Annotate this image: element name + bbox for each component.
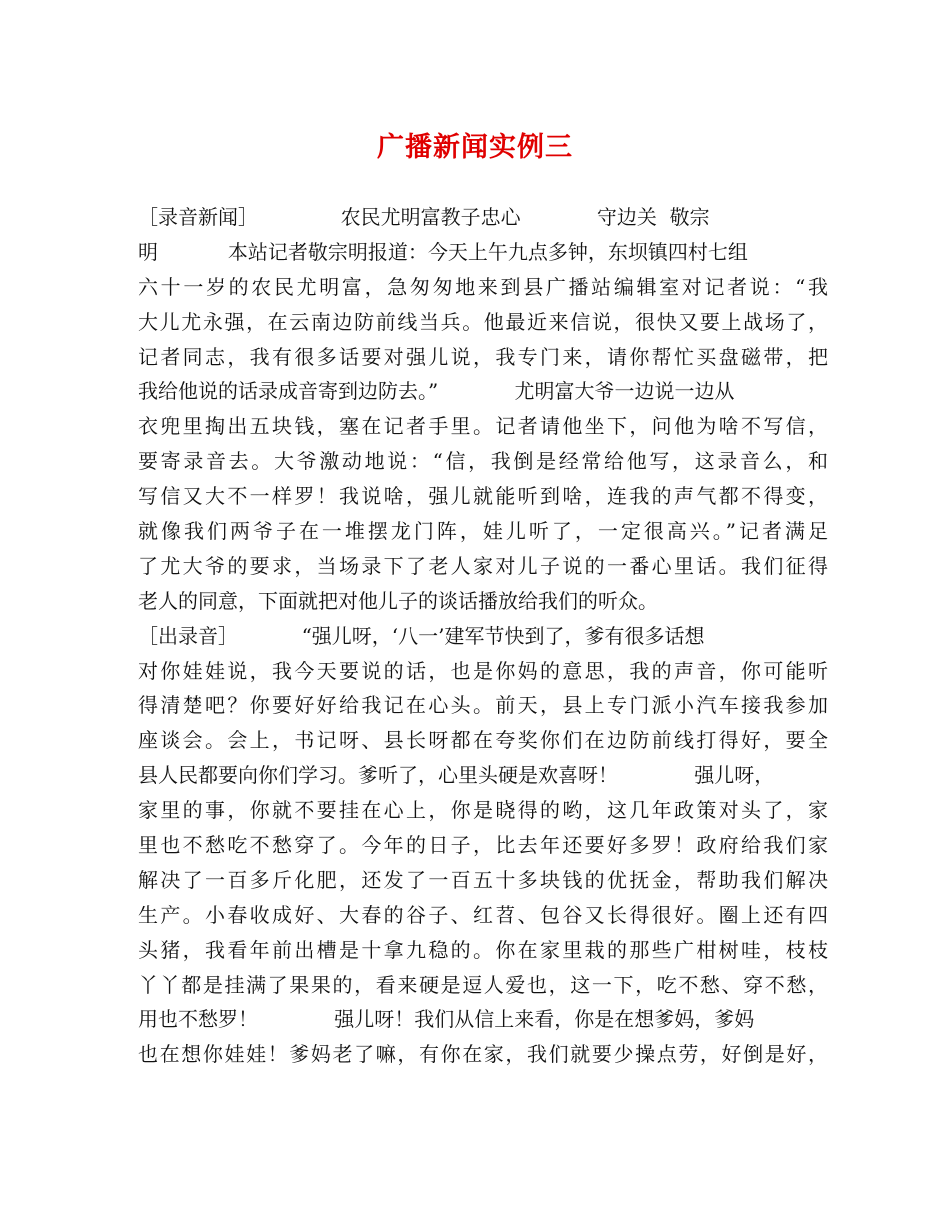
- document-title: 广播新闻实例三: [377, 132, 573, 163]
- text-line: 头猪，我看年前出槽是十拿九稳的。你在家里栽的那些广柑树哇，枝枝: [138, 937, 828, 962]
- text-line: ［录音新闻］ 农民尤明富教子忠心 守边关 敬宗: [138, 205, 710, 229]
- text-line: 家里的事，你就不要挂在心上，你是晓得的哟，这几年政策对头了，家: [138, 798, 828, 823]
- text-line: 得清楚吧？你要好好给我记在心头。前天，县上专门派小汽车接我参加: [138, 693, 828, 718]
- text-line: ［出录音］ “强儿呀，‘八一’建军节快到了，爹有很多话想: [138, 623, 705, 648]
- text-line: 里也不愁吃不愁穿了。今年的日子，比去年还要好多罗！政府给我们家: [138, 833, 828, 858]
- text-line: 我给他说的话录成音寄到边防去。” 尤明富大爷一边说一边从: [138, 379, 735, 404]
- text-line: 解决了一百多斤化肥，还发了一百五十多块钱的优抚金，帮助我们解决: [138, 867, 828, 892]
- text-line: 明 本站记者敬宗明报道：今天上午九点多钟，东坝镇四村七组: [138, 239, 748, 264]
- text-line: 丫丫都是挂满了果果的，看来硬是逗人爱也，这一下，吃不愁、穿不愁，: [138, 972, 828, 997]
- text-line: 写信又大不一样罗！我说啥，强儿就能听到啥，连我的声气都不得变，: [138, 484, 828, 509]
- text-line: 县人民都要向你们学习。爹听了，心里头硬是欢喜呀！ 强儿呀，: [138, 763, 775, 788]
- text-line: 衣兜里掏出五块钱，塞在记者手里。记者请他坐下，问他为啥不写信，: [138, 414, 828, 439]
- text-line: 也在想你娃娃！爹妈老了嘛，有你在家，我们就要少操点劳，好倒是好，: [138, 1042, 828, 1067]
- text-line: 六十一岁的农民尤明富，急匆匆地来到县广播站编辑室对记者说：“我: [138, 274, 828, 299]
- text-line: 座谈会。会上，书记呀、县长呀都在夸奖你们在边防前线打得好，要全: [138, 728, 828, 753]
- text-line: 老人的同意，下面就把对他儿子的谈话播放给我们的听众。: [138, 588, 658, 613]
- text-line: 了尤大爷的要求，当场录下了老人家对儿子说的一番心里话。我们征得: [138, 553, 828, 578]
- text-line: 对你娃娃说，我今天要说的话，也是你妈的意思，我的声音，你可能听: [138, 658, 828, 683]
- text-line: 生产。小春收成好、大春的谷子、红苕、包谷又长得很好。圈上还有四: [138, 902, 828, 927]
- text-line: 就像我们两爷子在一堆摆龙门阵，娃儿听了，一定很高兴。”记者满足: [138, 519, 828, 544]
- text-line: 用也不愁罗！ 强儿呀！我们从信上来看，你是在想爹妈，爹妈: [138, 1007, 755, 1032]
- text-line: 记者同志，我有很多话要对强儿说，我专门来，请你帮忙买盘磁带，把: [138, 344, 828, 369]
- text-line: 大儿尤永强，在云南边防前线当兵。他最近来信说，很快又要上战场了，: [138, 309, 828, 334]
- text-line: 要寄录音去。大爷激动地说：“信，我倒是经常给他写，这录音么，和: [138, 449, 828, 474]
- document-body: [138, 200, 828, 1072]
